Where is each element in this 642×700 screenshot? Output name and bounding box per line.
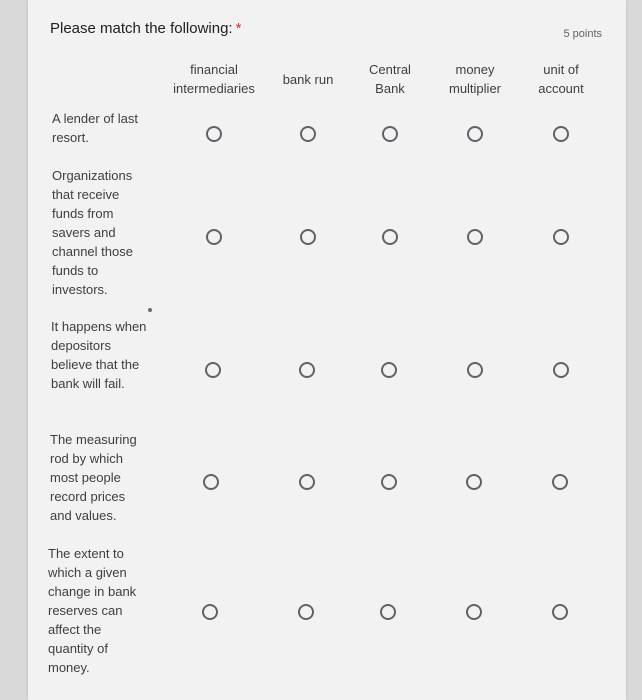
radio-row2-financial-intermediaries[interactable] xyxy=(206,229,222,245)
row-label-financial-organizations: Organizations that receive funds from savers and channel those funds to investors. xyxy=(52,168,133,297)
row-label-bank-run: It happens when depositors believe that the bank will fail. xyxy=(51,319,147,391)
stray-dot xyxy=(148,308,152,312)
column-header-unit-of-account: unit of account xyxy=(538,62,584,96)
required-asterisk: * xyxy=(235,20,242,37)
radio-row5-central-bank[interactable] xyxy=(380,604,396,620)
column-header-money-multiplier: money multiplier xyxy=(448,62,501,96)
radio-row2-money-multiplier[interactable] xyxy=(467,229,483,245)
radio-row5-money-multiplier[interactable] xyxy=(466,604,482,620)
column-header-bank-run: bank run xyxy=(282,72,334,87)
radio-row1-unit-of-account[interactable] xyxy=(553,126,569,142)
question-title xyxy=(50,20,241,37)
row-label-unit-of-account: The measuring rod by which most people record prices and values. xyxy=(50,432,137,523)
radio-row4-unit-of-account[interactable] xyxy=(552,474,568,490)
radio-row1-bank-run[interactable] xyxy=(300,126,316,142)
radio-row4-bank-run[interactable] xyxy=(299,474,315,490)
radio-row5-bank-run[interactable] xyxy=(298,604,314,620)
points-label: 5 points xyxy=(563,28,602,40)
radio-row2-central-bank[interactable] xyxy=(382,229,398,245)
row-label-money-multiplier: The extent to which a given change in bank reserves can affect the quantity of money. xyxy=(48,546,137,675)
radio-row5-unit-of-account[interactable] xyxy=(552,604,568,620)
radio-row4-money-multiplier[interactable] xyxy=(466,474,482,490)
column-header-central-bank: Central Bank xyxy=(369,62,411,96)
column-header-financial-intermediaries: financial intermediaries xyxy=(173,62,255,96)
question-card xyxy=(28,0,626,700)
radio-row3-bank-run[interactable] xyxy=(299,362,315,378)
radio-row4-financial-intermediaries[interactable] xyxy=(203,474,219,490)
radio-row1-financial-intermediaries[interactable] xyxy=(206,126,222,142)
radio-row1-central-bank[interactable] xyxy=(382,126,398,142)
question-title-text: Please match the following: xyxy=(50,20,233,37)
radio-row3-central-bank[interactable] xyxy=(381,362,397,378)
row-label-lender-of-last-resort: A lender of last resort. xyxy=(52,111,138,145)
radio-row2-unit-of-account[interactable] xyxy=(553,229,569,245)
radio-row4-central-bank[interactable] xyxy=(381,474,397,490)
radio-row2-bank-run[interactable] xyxy=(300,229,316,245)
radio-row3-financial-intermediaries[interactable] xyxy=(205,362,221,378)
radio-row5-financial-intermediaries[interactable] xyxy=(202,604,218,620)
radio-row3-money-multiplier[interactable] xyxy=(467,362,483,378)
radio-row3-unit-of-account[interactable] xyxy=(553,362,569,378)
radio-row1-money-multiplier[interactable] xyxy=(467,126,483,142)
